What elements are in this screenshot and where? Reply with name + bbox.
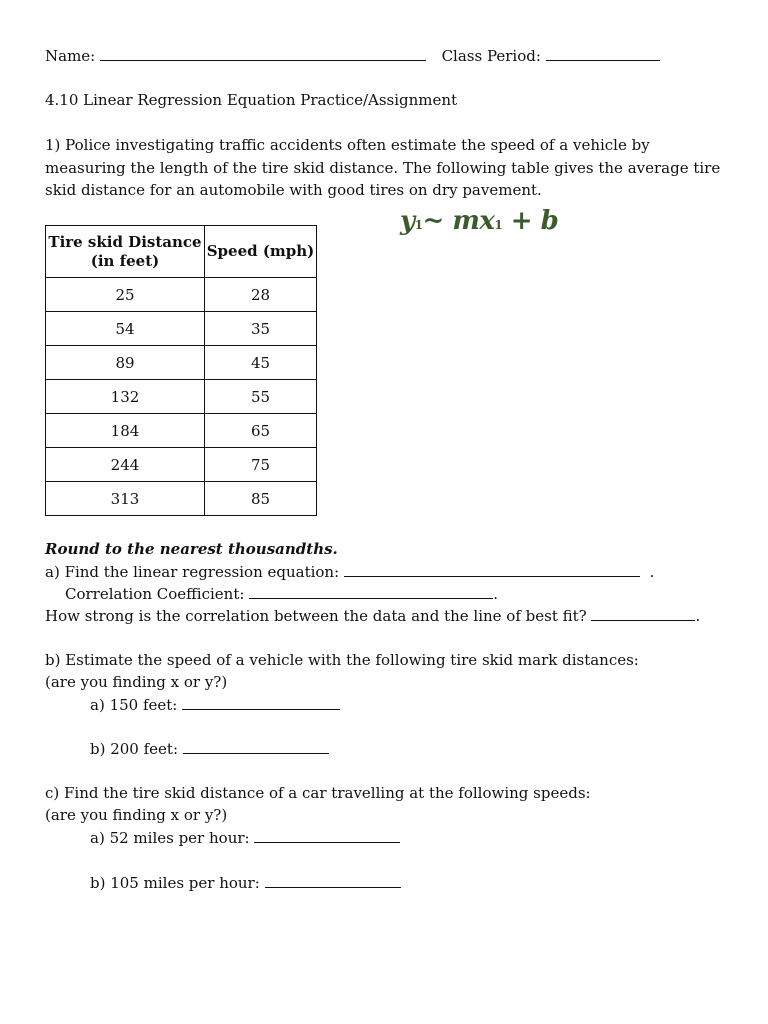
regression-equation-blank[interactable] xyxy=(344,562,640,577)
part-c-item2-blank[interactable] xyxy=(265,873,401,888)
skid-speed-table xyxy=(45,225,317,516)
header-speed: Speed (mph) xyxy=(205,226,317,278)
table-cell: 28 xyxy=(205,278,317,312)
formula-y-sub: 1 xyxy=(414,218,423,232)
table-row xyxy=(46,380,317,414)
part-b-item1-blank[interactable] xyxy=(182,695,340,710)
table-cell: 25 xyxy=(46,278,205,312)
header-skid-distance xyxy=(46,226,205,278)
part-c-item2-label: b) 105 miles per hour: xyxy=(90,874,260,892)
period-mark: . xyxy=(695,607,701,625)
period-mark: . xyxy=(493,585,498,603)
correlation-line xyxy=(65,584,498,603)
strength-question: How strong is the correlation between the data and the line of best fit? xyxy=(45,607,587,625)
part-c-item1-blank[interactable] xyxy=(254,828,400,843)
formula-y: y xyxy=(400,206,415,236)
part-b-item1-label: a) 150 feet: xyxy=(90,696,178,714)
part-a-line xyxy=(45,562,654,581)
strength-line xyxy=(45,606,700,625)
correlation-label: Correlation Coefficient: xyxy=(65,585,245,603)
table-cell: 54 xyxy=(46,312,205,346)
part-c-question: c) Find the tire skid distance of a car travelling at the following speeds: xyxy=(45,784,591,802)
regression-formula xyxy=(400,206,558,236)
name-label: Name: xyxy=(45,47,96,65)
class-period-label: Class Period: xyxy=(441,47,541,65)
formula-mx: mx xyxy=(452,206,495,236)
table-cell: 244 xyxy=(46,448,205,482)
table-row xyxy=(46,312,317,346)
part-b-hint: (are you finding x or y?) xyxy=(45,673,228,691)
table-cell: 184 xyxy=(46,414,205,448)
table-cell: 55 xyxy=(205,380,317,414)
part-c-item2 xyxy=(90,873,401,892)
part-b-item1 xyxy=(90,695,340,714)
table-header-row xyxy=(46,226,317,278)
table-row xyxy=(46,448,317,482)
period-mark: . xyxy=(644,563,655,581)
table-cell: 35 xyxy=(205,312,317,346)
part-c-item1 xyxy=(90,828,400,847)
part-b-item2-blank[interactable] xyxy=(183,739,329,754)
table-cell: 85 xyxy=(205,482,317,516)
header-skid-distance-line1: Tire skid Distance xyxy=(48,232,202,251)
table-cell: 65 xyxy=(205,414,317,448)
table-row xyxy=(46,482,317,516)
name-blank[interactable] xyxy=(100,46,426,61)
table-row xyxy=(46,414,317,448)
table-cell: 313 xyxy=(46,482,205,516)
strength-blank[interactable] xyxy=(591,606,695,621)
header-skid-distance-line2: (in feet) xyxy=(90,251,160,270)
part-c-hint: (are you finding x or y?) xyxy=(45,806,228,824)
formula-tilde: ~ xyxy=(422,206,444,236)
table-row xyxy=(46,346,317,380)
table-cell: 45 xyxy=(205,346,317,380)
part-b-question: b) Estimate the speed of a vehicle with the following tire skid mark distances: xyxy=(45,651,639,669)
table-cell: 89 xyxy=(46,346,205,380)
class-period-blank[interactable] xyxy=(546,46,660,61)
assignment-title: 4.10 Linear Regression Equation Practice/Assignment xyxy=(45,91,458,109)
part-c-item1-label: a) 52 miles per hour: xyxy=(90,829,250,847)
table-cell: 75 xyxy=(205,448,317,482)
header-line xyxy=(45,46,660,65)
correlation-blank[interactable] xyxy=(249,584,493,599)
problem-intro: 1) Police investigating traffic accidents often estimate the speed of a vehicle by measuring the length of the tire skid distance. The following table gives the average tire skid distance for an automobile with good tires on dry pavement. xyxy=(45,136,721,199)
table-cell: 132 xyxy=(46,380,205,414)
table-row xyxy=(46,278,317,312)
round-note: Round to the nearest thousandths. xyxy=(45,540,338,558)
part-b-item2 xyxy=(90,739,329,758)
formula-plus-b: + b xyxy=(510,206,559,236)
part-b-item2-label: b) 200 feet: xyxy=(90,740,179,758)
part-a-question: a) Find the linear regression equation: xyxy=(45,563,340,581)
formula-x-sub: 1 xyxy=(494,218,503,232)
